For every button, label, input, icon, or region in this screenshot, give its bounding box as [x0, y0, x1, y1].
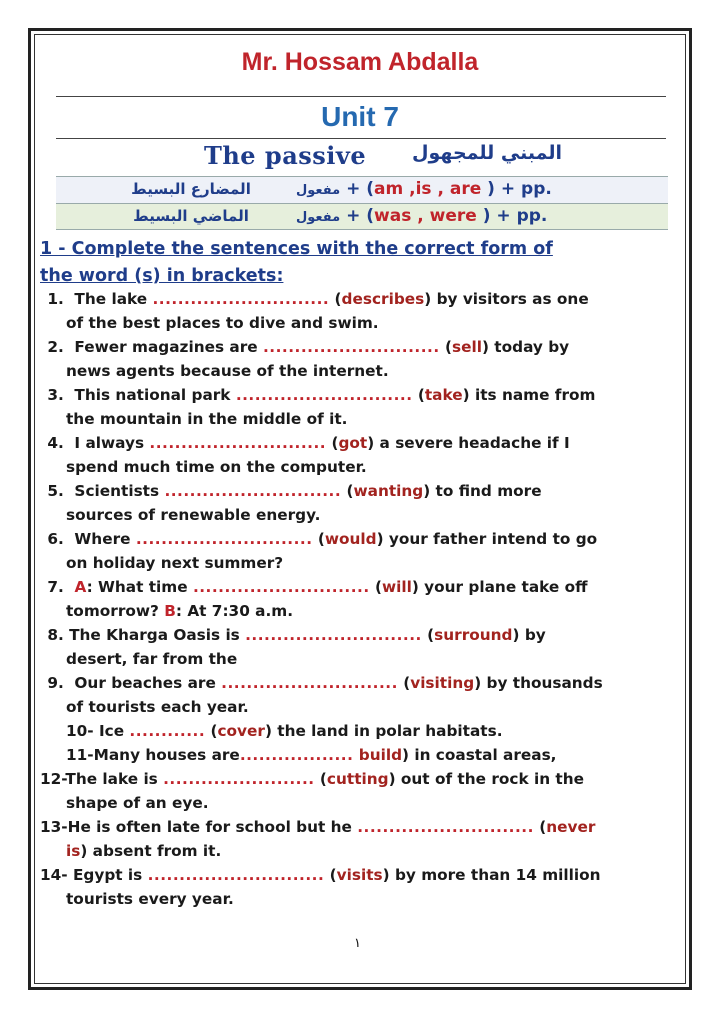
speaker-label: A	[74, 578, 87, 596]
bracket-verb: sell	[452, 338, 482, 356]
exercise-line	[66, 746, 557, 764]
exercise-line	[42, 578, 588, 596]
exercise-line	[66, 842, 221, 860]
exercise-line	[66, 890, 234, 908]
bracket-verb: is	[66, 842, 81, 860]
tense-label: الماضي البسيط	[133, 207, 249, 225]
exercise-line	[42, 674, 603, 692]
bracket-verb: cutting	[326, 770, 389, 788]
line-text: 5. Scientists	[42, 482, 165, 500]
answer-blank: ............................	[135, 530, 313, 548]
exercise-line	[66, 722, 503, 740]
exercise-line	[42, 386, 595, 404]
line-text: ) to find more	[423, 482, 542, 500]
bracket-verb: cover	[217, 722, 265, 740]
line-text: : At 7:30 a.m.	[175, 602, 294, 620]
line-text: (	[412, 386, 425, 404]
answer-blank: ............................	[164, 482, 342, 500]
exercise-line	[42, 530, 597, 548]
answer-blank: ........................	[163, 770, 315, 788]
exercise-line	[40, 866, 601, 884]
exercise-title	[40, 236, 620, 290]
rule-row-present	[56, 176, 668, 203]
topic-arabic: المبني للمجهول	[412, 142, 562, 164]
line-text: (	[324, 866, 337, 884]
bracket-verb: describes	[341, 290, 425, 308]
exercise-line	[66, 602, 293, 620]
line-text: 1. The lake	[42, 290, 153, 308]
rule-row-past	[56, 203, 668, 230]
answer-blank: ............................	[149, 434, 327, 452]
answer-blank: ............................	[262, 338, 440, 356]
line-text: ) by	[512, 626, 546, 644]
answer-blank: ............................	[245, 626, 422, 644]
exercise-line	[42, 290, 589, 308]
line-text: ) by thousands	[474, 674, 603, 692]
exercise-line	[66, 362, 389, 380]
bracket-verb: got	[338, 434, 368, 452]
line-text: of the best places to dive and swim.	[66, 314, 379, 332]
line-text: of tourists each year.	[66, 698, 249, 716]
line-text: ) your father intend to go	[376, 530, 598, 548]
line-text: (	[326, 434, 339, 452]
object-label: مفعول	[296, 210, 341, 225]
line-text: tourists every year.	[66, 890, 234, 908]
formula-plus: + (	[346, 179, 375, 199]
page-number: ١	[354, 936, 361, 951]
exercise-line	[66, 458, 367, 476]
answer-blank: ............	[129, 722, 206, 740]
exercise-line	[40, 770, 584, 788]
line-text: sources of renewable energy.	[66, 506, 321, 524]
answer-blank: ............................	[235, 386, 413, 404]
bracket-verb: visiting	[410, 674, 475, 692]
divider	[56, 96, 666, 97]
exercise-line	[40, 818, 595, 836]
line-text: ) by visitors as one	[424, 290, 589, 308]
line-text: ) the land in polar habitats.	[264, 722, 503, 740]
line-text: 10- Ice	[66, 722, 130, 740]
formula-tail: ) + pp.	[487, 179, 552, 199]
line-text: news agents because of the internet.	[66, 362, 389, 380]
exercise-line	[42, 434, 570, 452]
exercise-title-line2: the word (s) in brackets:	[40, 266, 284, 286]
exercise-line	[66, 554, 283, 572]
exercise-title-line1: 1 - Complete the sentences with the correct form of	[40, 239, 553, 259]
line-text: on holiday next summer?	[66, 554, 284, 572]
bracket-verb: would	[324, 530, 377, 548]
line-text: ) its name from	[462, 386, 596, 404]
speaker-label: B	[164, 602, 176, 620]
line-text: 2. Fewer magazines are	[42, 338, 263, 356]
bracket-verb: surround	[434, 626, 513, 644]
exercise-line	[66, 698, 249, 716]
bracket-verb: never	[546, 818, 596, 836]
answer-blank: ............................	[152, 290, 330, 308]
line-text: (	[314, 770, 327, 788]
line-text: shape of an eye.	[66, 794, 209, 812]
exercise-line	[42, 338, 569, 356]
answer-blank: ............................	[192, 578, 370, 596]
divider	[56, 138, 666, 139]
line-text: (	[397, 674, 411, 692]
line-text: (	[421, 626, 435, 644]
line-text: (	[341, 482, 354, 500]
line-text: (	[329, 290, 342, 308]
bracket-verb: visits	[336, 866, 383, 884]
be-verbs: am ,is , are	[374, 179, 482, 199]
bracket-verb: will	[381, 578, 412, 596]
line-text: 14- Egypt is	[40, 866, 148, 884]
bracket-verb: take	[424, 386, 463, 404]
line-text: ) your plane take off	[411, 578, 588, 596]
line-text: (	[439, 338, 453, 356]
line-text: ) a severe headache if I	[367, 434, 570, 452]
unit-title: Unit 7	[321, 101, 399, 132]
line-text: 3. This national park	[42, 386, 236, 404]
line-text: ) absent from it.	[80, 842, 222, 860]
line-text: spend much time on the computer.	[66, 458, 367, 476]
exercise-line	[42, 482, 542, 500]
exercise-line	[42, 626, 546, 644]
line-text: 6. Where	[42, 530, 136, 548]
be-verbs: was , were	[374, 206, 477, 226]
exercise-line	[66, 410, 347, 428]
formula	[296, 179, 656, 199]
line-text: 4. I always	[42, 434, 150, 452]
answer-blank: ..................	[239, 746, 354, 764]
tense-label: المضارع البسيط	[131, 180, 251, 198]
line-text: tomorrow?	[66, 602, 165, 620]
answer-blank: ............................	[221, 674, 398, 692]
line-text: 12-The lake is	[40, 770, 164, 788]
exercise-line	[66, 506, 320, 524]
line-text: (	[533, 818, 547, 836]
line-text: ) in coastal areas,	[402, 746, 557, 764]
line-text: ) out of the rock in the	[388, 770, 584, 788]
object-label: مفعول	[296, 183, 341, 198]
line-text: ) by more than 14 million	[382, 866, 601, 884]
exercise-line	[66, 650, 237, 668]
bracket-verb: build	[358, 746, 403, 764]
line-text: the mountain in the middle of it.	[66, 410, 348, 428]
formula-tail: ) + pp.	[482, 206, 548, 226]
line-text: 7.	[42, 578, 75, 596]
answer-blank: ............................	[147, 866, 325, 884]
line-text: (	[369, 578, 382, 596]
exercise-line	[66, 314, 379, 332]
line-text: 9. Our beaches are	[42, 674, 222, 692]
author-name: Mr. Hossam Abdalla	[241, 48, 479, 76]
line-text: : What time	[86, 578, 193, 596]
topic-english: The passive	[204, 141, 367, 170]
line-text: 8. The Kharga Oasis is	[42, 626, 246, 644]
line-text: 11-Many houses are	[66, 746, 240, 764]
line-text: ) today by	[481, 338, 570, 356]
line-text: (	[312, 530, 325, 548]
line-text: desert, far from the	[66, 650, 238, 668]
formula	[296, 206, 656, 226]
bracket-verb: wanting	[353, 482, 424, 500]
line-text: (	[205, 722, 218, 740]
formula-plus: + (	[346, 206, 375, 226]
line-text: 13-He is often late for school but he	[40, 818, 358, 836]
answer-blank: ............................	[357, 818, 534, 836]
exercise-line	[66, 794, 209, 812]
